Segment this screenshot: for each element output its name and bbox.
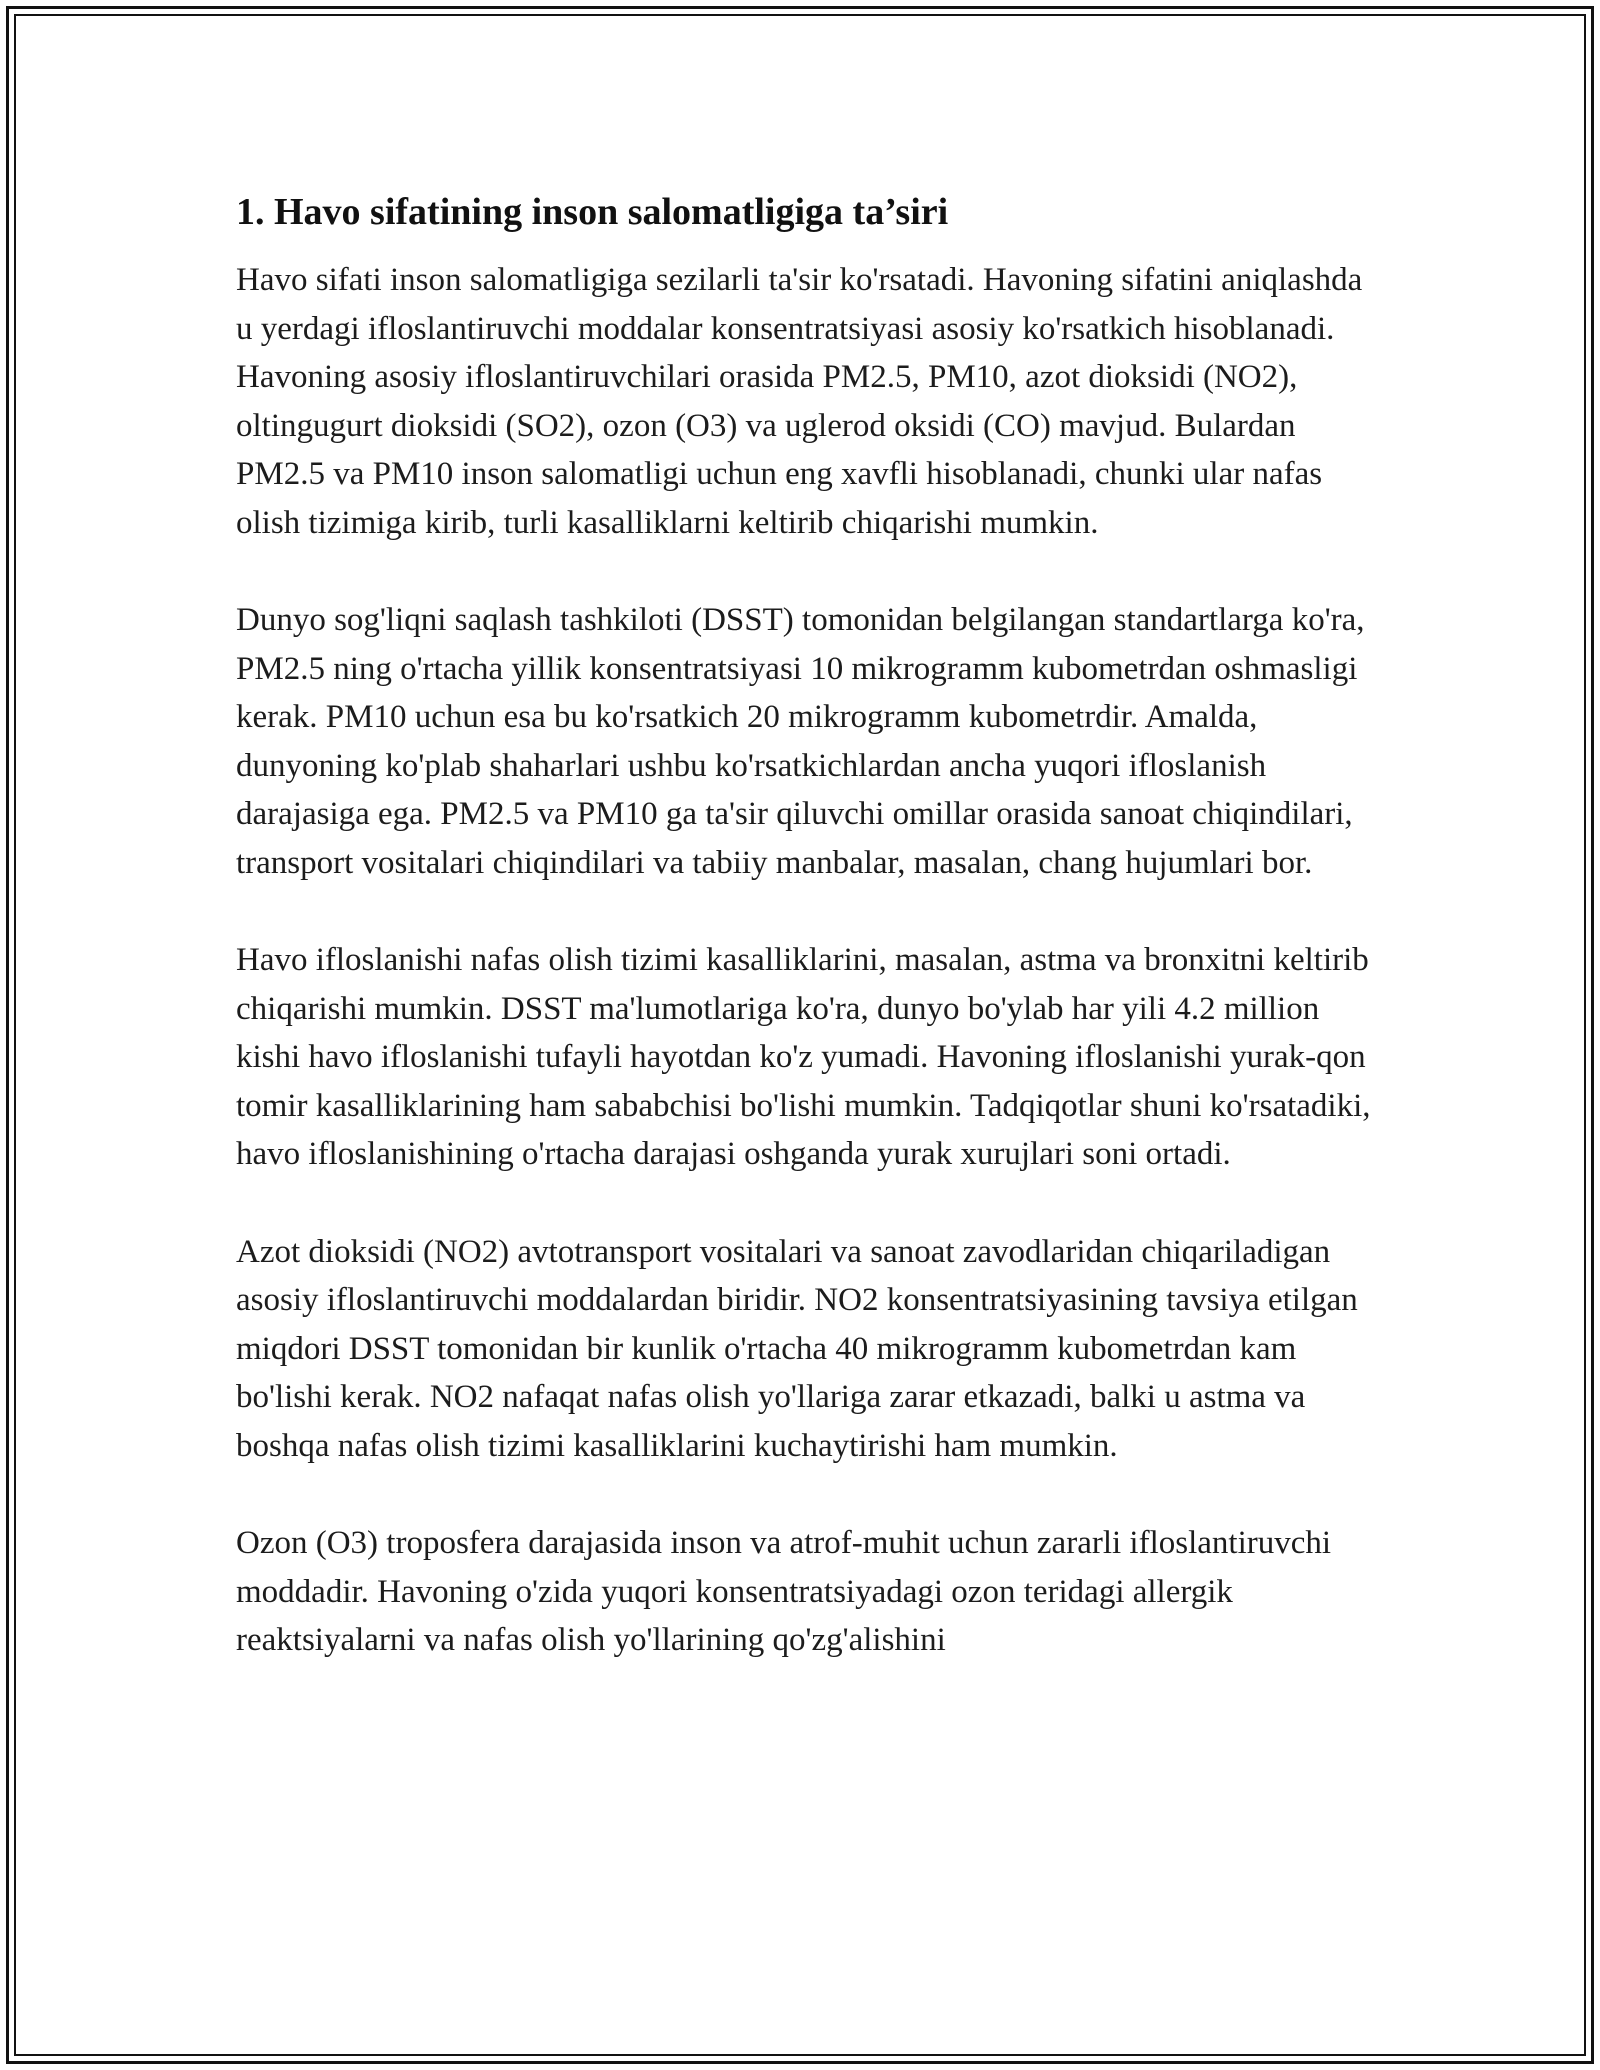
paragraph-4: Azot dioksidi (NO2) avtotransport vositalari va sanoat zavodlaridan chiqariladigan asosiy ifloslantiruvchi moddalardan biridir. NO2 konsentratsiyasining tavsiya etilgan miqdori DSST tomonidan bir kunlik o'rtacha 40 mikrogramm kubometrdan kam bo'lishi kerak. NO2 nafaqat nafas olish yo'llariga zarar etkazadi, balki u astma va boshqa nafas olish tizimi kasalliklarini kuchaytirishi ham mumkin. [236,1233,1358,1464]
paragraph-5: Ozon (O3) troposfera darajasida inson va atrof-muhit uchun zararli ifloslantiruvchi moddadir. Havoning o'zida yuqori konsentratsiyadagi ozon teridagi allergik reaktsiyalarni va nafas olish yo'llarining qo'zg'alishini [236,1525,1332,1658]
section-title: 1. Havo sifatining inson salomatligiga ta’siri [236,191,949,233]
paragraph-3: Havo ifloslanishi nafas olish tizimi kasalliklarini, masalan, astma va bronxitni keltirib chiqarishi mumkin. DSST ma'lumotlariga ko'ra, dunyo bo'ylab har yili 4.2 million kishi havo ifloslanishi tufayli hayotdan ko'z yumadi. Havoning ifloslanishi yurak-qon tomir kasalliklarining ham sababchisi bo'lishi mumkin. Tadqiqotlar shuni ko'rsatadiki, havo ifloslanishining o'rtacha darajasi oshganda yurak xurujlari soni ortadi. [236,942,1371,1172]
paragraph-1: Havo sifati inson salomatligiga sezilarli ta'sir ko'rsatadi. Havoning sifatini aniqlashda u yerdagi ifloslantiruvchi moddalar konsentratsiyasi asosiy ko'rsatkich hisoblanadi. Havoning asosiy ifloslantiruvchilari orasida PM2.5, PM10, azot dioksidi (NO2), oltingugurt dioksidi (SO2), ozon (O3) va uglerod oksidi (CO) mavjud. Bulardan PM2.5 va PM10 inson salomatligi uchun eng xavfli hisoblanadi, chunki ular nafas olish tizimiga kirib, turli kasalliklarni keltirib chiqarishi mumkin. [236,262,1363,541]
document-body [236,188,1376,1714]
paragraph-2: Dunyo sog'liqni saqlash tashkiloti (DSST) tomonidan belgilangan standartlarga ko'ra, PM2.5 ning o'rtacha yillik konsentratsiyasi 10 mikrogramm kubometrdan oshmasligi kerak. PM10 uchun esa bu ko'rsatkich 20 mikrogramm kubometrdir. Amalda, dunyoning ko'plab shaharlari ushbu ko'rsatkichlardan ancha yuqori ifloslanish darajasiga ega. PM2.5 va PM10 ga ta'sir qiluvchi omillar orasida sanoat chiqindilari, transport vositalari chiqindilari va tabiiy manbalar, masalan, chang hujumlari bor. [236,602,1365,881]
